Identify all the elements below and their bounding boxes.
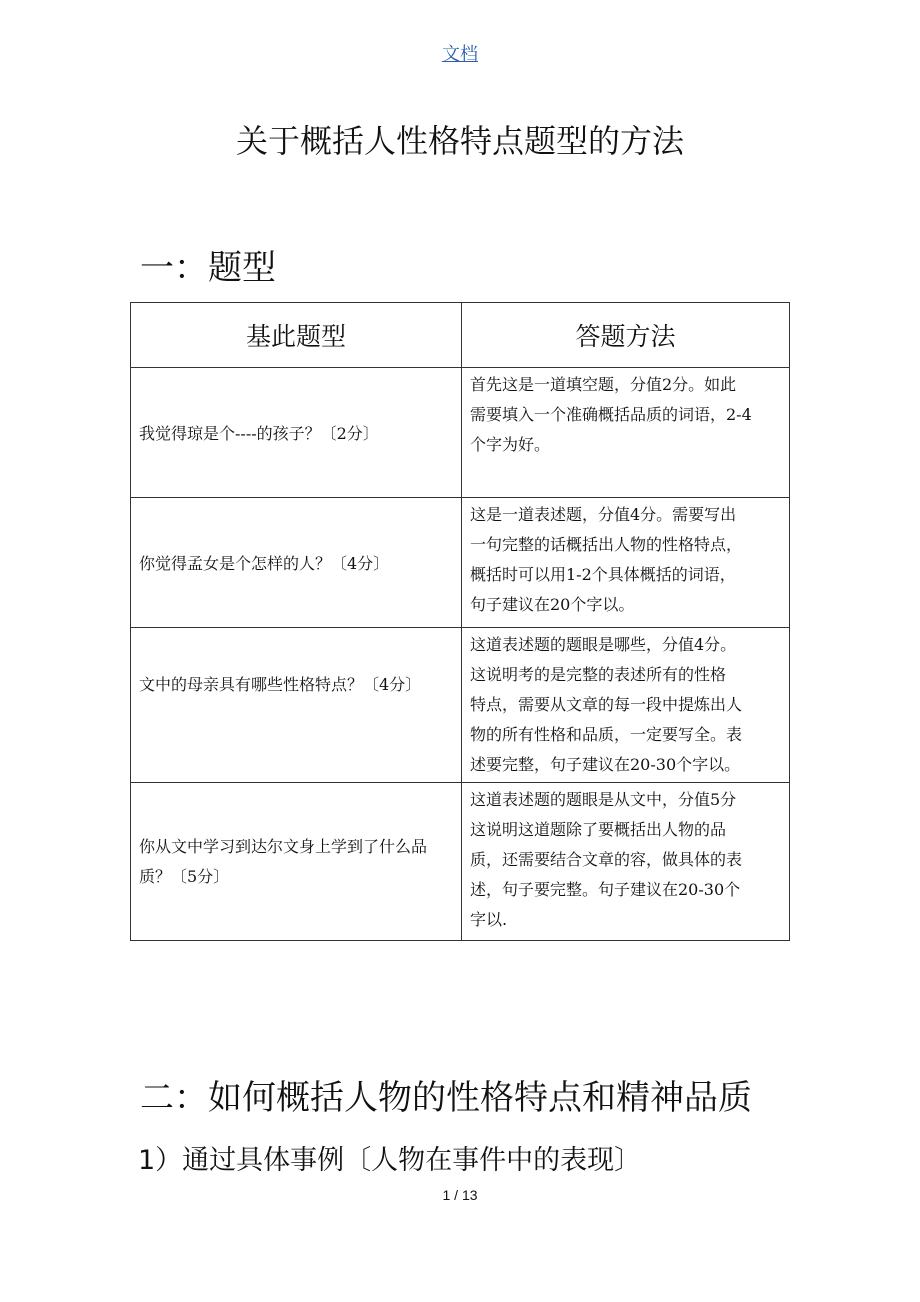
- answer-line: 字以.: [470, 910, 508, 929]
- answer-line: 这是一道表述题，分值4分。需要写出: [470, 505, 737, 524]
- question-cell: 你从文中学习到达尔文身上学到了什么品质？〔5分〕: [131, 783, 462, 941]
- page-number: 1 / 13: [442, 1187, 478, 1203]
- section-heading-1: 一：题型: [140, 248, 276, 288]
- section-heading-2: 二：如何概括人物的性格特点和精神品质: [140, 1078, 752, 1118]
- answer-line: 首先这是一道填空题，分值2分。如此: [470, 375, 737, 394]
- question-cell: 文中的母亲具有哪些性格特点？〔4分〕: [131, 628, 462, 783]
- answer-line: 概括时可以用1-2个具体概括的词语，: [470, 565, 736, 584]
- answer-cell: [462, 368, 790, 498]
- subsection-heading: 1）通过具体事例〔人物在事件中的表现〕: [138, 1145, 642, 1176]
- table-row: [131, 368, 790, 498]
- answer-line: 需要填入一个准确概括品质的词语，2-4: [470, 405, 752, 424]
- table-row: [131, 783, 790, 941]
- answer-line: 这道表述题的题眼是从文中，分值5分: [470, 790, 737, 809]
- answer-cell: [462, 628, 790, 783]
- answer-line: 述，句子要完整。句子建议在20-30个: [470, 880, 741, 899]
- header-link[interactable]: 文档: [442, 44, 478, 65]
- answer-cell: [462, 498, 790, 628]
- page-title: 关于概括人性格特点题型的方法: [235, 122, 684, 160]
- table-row: [131, 498, 790, 628]
- answer-line: 质，还需要结合文章的容，做具体的表: [470, 850, 743, 869]
- column-header: 基此题型: [131, 303, 462, 368]
- table-header-row: [131, 303, 790, 368]
- column-header: 答题方法: [462, 303, 790, 368]
- question-type-table: [130, 302, 790, 941]
- answer-line: 这说明这道题除了要概括出人物的品: [470, 820, 727, 839]
- answer-line: 物的所有性格和品质，一定要写全。表: [470, 725, 743, 744]
- answer-line: 句子建议在20个字以。: [470, 595, 635, 614]
- answer-line: 述要完整，句子建议在20-30个字以。: [470, 755, 741, 774]
- table-row: [131, 628, 790, 783]
- question-cell: 你觉得孟女是个怎样的人？〔4分〕: [131, 498, 462, 628]
- answer-line: 这道表述题的题眼是哪些，分值4分。: [470, 635, 737, 654]
- question-cell: 我觉得琼是个----的孩子？〔2分〕: [131, 368, 462, 498]
- answer-line: 特点，需要从文章的每一段中提炼出人: [470, 695, 743, 714]
- answer-line: 个字为好。: [470, 435, 551, 454]
- answer-line: 一句完整的话概括出人物的性格特点，: [470, 535, 743, 554]
- answer-line: 这说明考的是完整的表述所有的性格: [470, 665, 727, 684]
- answer-cell: [462, 783, 790, 941]
